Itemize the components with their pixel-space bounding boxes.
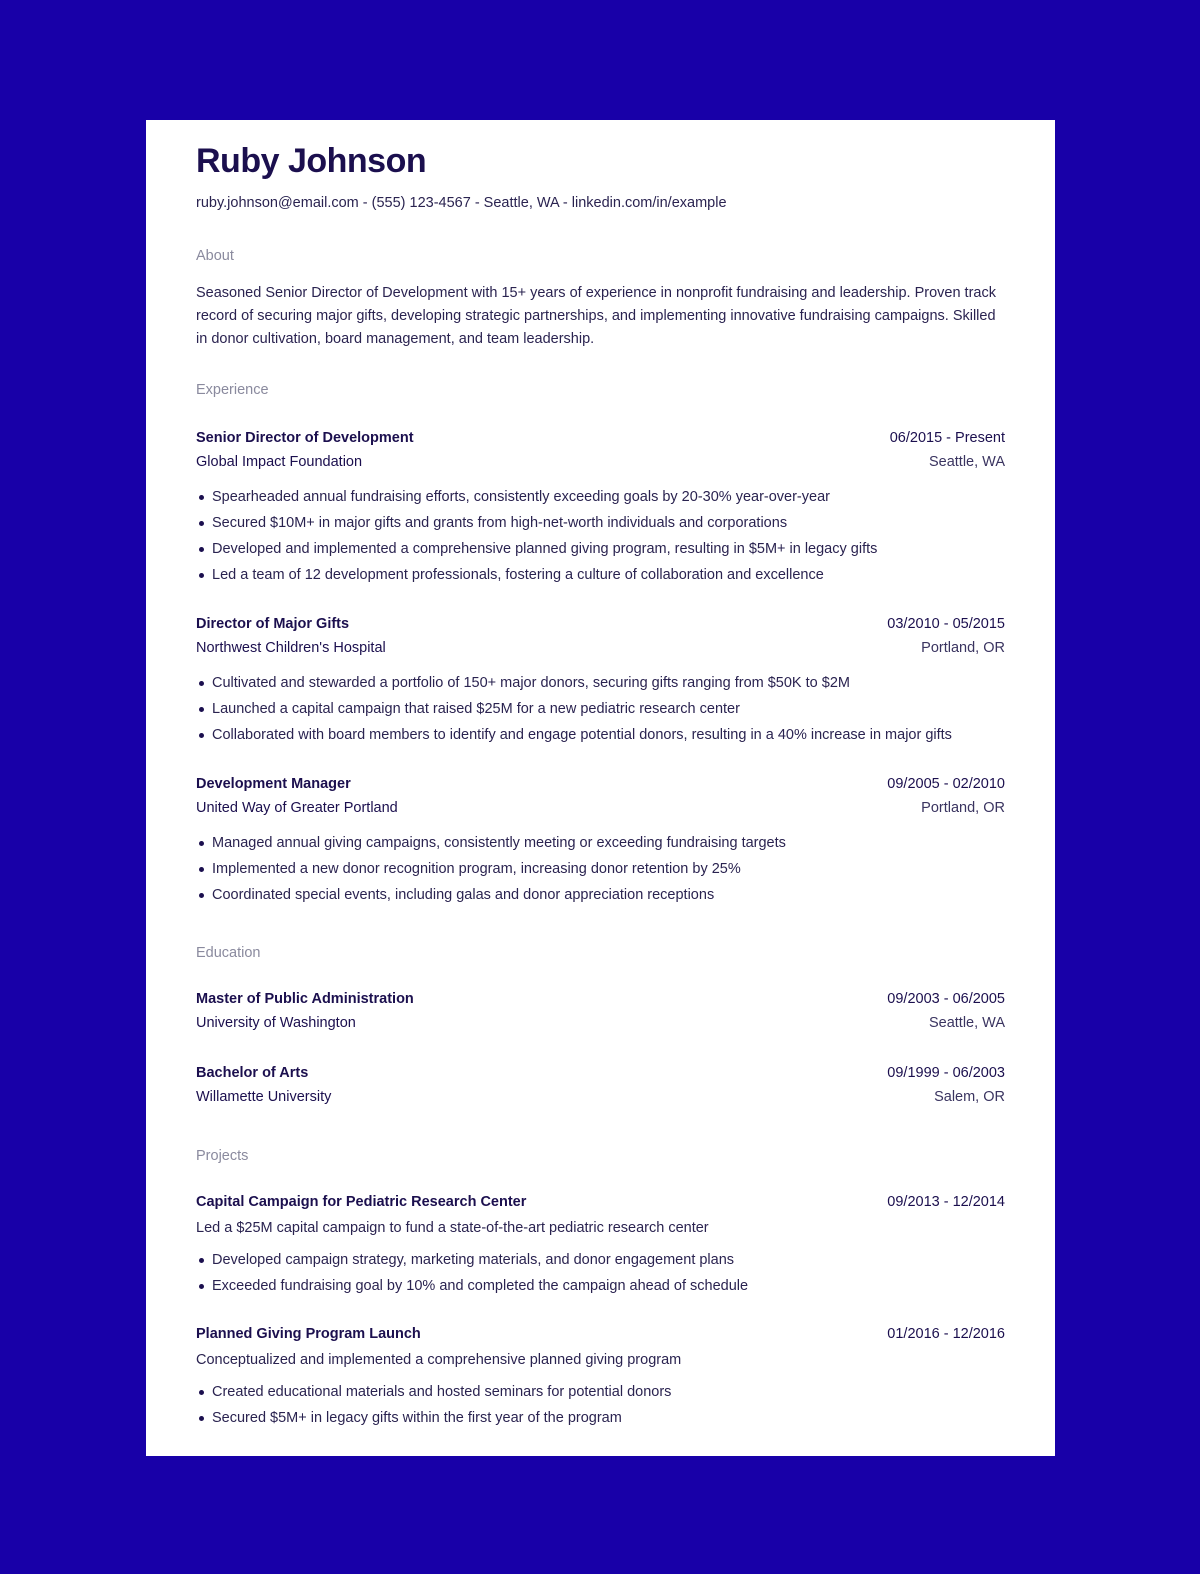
bullet-dot-icon — [199, 893, 204, 898]
experience-entry — [196, 426, 1005, 588]
experience-org: Northwest Children's Hospital — [196, 640, 386, 656]
project-entry — [196, 1322, 1005, 1431]
resume-name: Ruby Johnson — [196, 142, 427, 180]
education-sub-row — [196, 1011, 1005, 1035]
bullet-item — [212, 1273, 1005, 1299]
project-bullets — [196, 1247, 1005, 1299]
bullet-text: Developed and implemented a comprehensive planned giving program, resulting in $5M+ in legacy gifts — [212, 541, 878, 557]
bullet-item — [212, 484, 1005, 510]
bullet-text: Developed campaign strategy, marketing materials, and donor engagement plans — [212, 1252, 735, 1268]
bullet-text: Coordinated special events, including galas and donor appreciation receptions — [212, 887, 715, 903]
bullet-dot-icon — [199, 521, 204, 526]
bullet-item — [212, 882, 1005, 908]
bullet-item — [212, 1379, 1005, 1405]
project-header-row — [196, 1322, 1005, 1346]
bullet-item — [212, 1405, 1005, 1431]
bullet-text: Managed annual giving campaigns, consistently meeting or exceeding fundraising targets — [212, 835, 786, 851]
bullet-text: Secured $5M+ in legacy gifts within the first year of the program — [212, 1410, 622, 1426]
project-dates: 09/2013 - 12/2014 — [887, 1194, 1005, 1210]
education-header-row — [196, 1061, 1005, 1085]
about-text: Seasoned Senior Director of Development with 15+ years of experience in nonprofit fundraising and leadership. Proven track record of securing major gifts, developing strategic partnerships, and implementing innovative fundraising campaigns. Skilled in donor cultivation, board management, and team leadership. — [196, 285, 996, 347]
experience-sub-row — [196, 450, 1005, 474]
bullet-dot-icon — [199, 841, 204, 846]
project-dates: 01/2016 - 12/2016 — [887, 1326, 1005, 1342]
experience-dates: 09/2005 - 02/2010 — [887, 776, 1005, 792]
education-sub-row — [196, 1085, 1005, 1109]
experience-header-row — [196, 772, 1005, 796]
section-title-projects: Projects — [196, 1148, 249, 1164]
experience-location: Portland, OR — [921, 640, 1005, 656]
bullet-item — [212, 830, 1005, 856]
section-title-education: Education — [196, 945, 261, 961]
bullet-dot-icon — [199, 681, 204, 686]
section-title-about: About — [196, 248, 234, 264]
experience-location: Portland, OR — [921, 800, 1005, 816]
project-entry — [196, 1190, 1005, 1299]
education-entry — [196, 1061, 1005, 1109]
section-title-experience: Experience — [196, 382, 269, 398]
bullet-text: Implemented a new donor recognition program, increasing donor retention by 25% — [212, 861, 741, 877]
bullet-text: Spearheaded annual fundraising efforts, consistently exceeding goals by 20-30% year-over-year — [212, 489, 830, 505]
experience-header-row — [196, 612, 1005, 636]
experience-role: Senior Director of Development — [196, 430, 414, 446]
bullet-text: Exceeded fundraising goal by 10% and completed the campaign ahead of schedule — [212, 1278, 749, 1294]
education-degree: Bachelor of Arts — [196, 1065, 309, 1081]
education-dates: 09/1999 - 06/2003 — [887, 1065, 1005, 1081]
contact-line: ruby.johnson@email.com - (555) 123-4567 - Seattle, WA - linkedin.com/in/example — [196, 195, 727, 211]
resume-page — [146, 120, 1055, 1456]
bullet-dot-icon — [199, 707, 204, 712]
bullet-text: Launched a capital campaign that raised $25M for a new pediatric research center — [212, 701, 740, 717]
experience-bullets — [196, 484, 1005, 588]
bullet-dot-icon — [199, 573, 204, 578]
experience-dates: 03/2010 - 05/2015 — [887, 616, 1005, 632]
education-header-row — [196, 987, 1005, 1011]
project-name: Planned Giving Program Launch — [196, 1326, 421, 1342]
experience-role: Development Manager — [196, 776, 351, 792]
project-bullets — [196, 1379, 1005, 1431]
project-description: Conceptualized and implemented a comprehensive planned giving program — [196, 1352, 682, 1368]
bullet-dot-icon — [199, 1284, 204, 1289]
bullet-dot-icon — [199, 1258, 204, 1263]
bullet-item — [212, 562, 1005, 588]
experience-sub-row — [196, 796, 1005, 820]
bullet-item — [212, 696, 1005, 722]
education-school: University of Washington — [196, 1015, 356, 1031]
education-dates: 09/2003 - 06/2005 — [887, 991, 1005, 1007]
bullet-text: Cultivated and stewarded a portfolio of 150+ major donors, securing gifts ranging from $50K to $2M — [212, 675, 850, 691]
bullet-item — [212, 670, 1005, 696]
education-entry — [196, 987, 1005, 1035]
bullet-dot-icon — [199, 867, 204, 872]
bullet-item — [212, 510, 1005, 536]
bullet-text: Collaborated with board members to identify and engage potential donors, resulting in a 40% increase in major gifts — [212, 727, 952, 743]
project-description: Led a $25M capital campaign to fund a state-of-the-art pediatric research center — [196, 1220, 709, 1236]
experience-role: Director of Major Gifts — [196, 616, 350, 632]
experience-org: United Way of Greater Portland — [196, 800, 398, 816]
experience-dates: 06/2015 - Present — [889, 430, 1005, 446]
education-school: Willamette University — [196, 1089, 332, 1105]
bullet-dot-icon — [199, 547, 204, 552]
experience-entry — [196, 772, 1005, 908]
bullet-dot-icon — [199, 1416, 204, 1421]
bullet-dot-icon — [199, 733, 204, 738]
bullet-text: Secured $10M+ in major gifts and grants from high-net-worth individuals and corporations — [212, 515, 788, 531]
project-header-row — [196, 1190, 1005, 1214]
bullet-item — [212, 1247, 1005, 1273]
bullet-item — [212, 856, 1005, 882]
experience-bullets — [196, 830, 1005, 908]
project-name: Capital Campaign for Pediatric Research Center — [196, 1194, 527, 1210]
experience-bullets — [196, 670, 1005, 748]
experience-sub-row — [196, 636, 1005, 660]
education-degree: Master of Public Administration — [196, 991, 414, 1007]
bullet-item — [212, 536, 1005, 562]
bullet-text: Created educational materials and hosted seminars for potential donors — [212, 1384, 672, 1400]
bullet-text: Led a team of 12 development professionals, fostering a culture of collaboration and excellence — [212, 567, 824, 583]
bullet-dot-icon — [199, 1390, 204, 1395]
experience-org: Global Impact Foundation — [196, 454, 363, 470]
bullet-dot-icon — [199, 495, 204, 500]
education-location: Seattle, WA — [928, 1015, 1005, 1031]
bullet-item — [212, 722, 1005, 748]
experience-entry — [196, 612, 1005, 748]
experience-location: Seattle, WA — [928, 454, 1005, 470]
experience-header-row — [196, 426, 1005, 450]
education-location: Salem, OR — [934, 1089, 1005, 1105]
